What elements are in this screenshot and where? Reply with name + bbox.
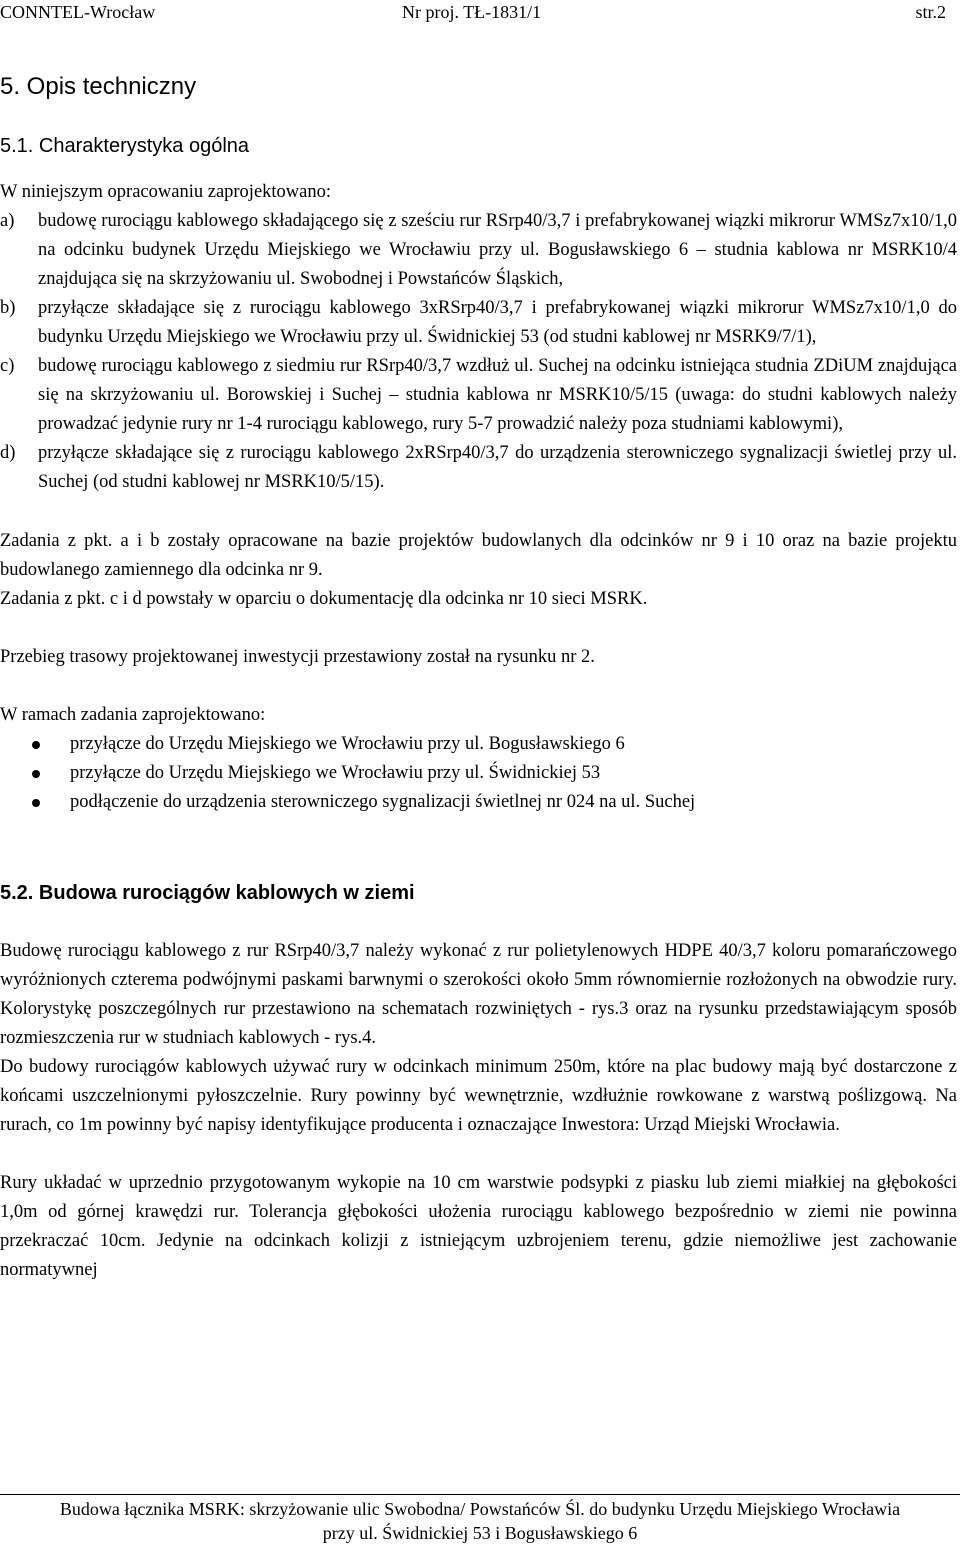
- tasks-paragraph-2: Zadania z pkt. c i d powstały w oparciu o dokumentację dla odcinka nr 10 sieci MSRK.: [0, 589, 648, 609]
- bullet-item: [0, 759, 957, 788]
- bullet-text: przyłącze do Urzędu Miejskiego we Wrocławiu przy ul. Świdnickiej 53: [70, 763, 601, 783]
- subsection-title-construction: 5.2. Budowa rurociągów kablowych w ziemi: [0, 882, 415, 904]
- list-item-text: przyłącze składające się z rurociągu kablowego 3xRSrp40/3,7 i prefabrykowanej wiązki mikrorur WMSz7x10/1,0 do budynku Urzędu Miejskiego we Wrocławiu przy ul. Świdnickiej 53 (od studni kablowej nr MSRK9/7/1),: [38, 298, 957, 347]
- route-paragraph: Przebieg trasowy projektowanej inwestycji przestawiony został na rysunku nr 2.: [0, 647, 595, 667]
- list-item: [0, 294, 957, 352]
- page-header: [0, 0, 960, 26]
- bullets-intro: W ramach zadania zaprojektowano:: [0, 705, 266, 725]
- subsection-title-general: 5.1. Charakterystyka ogólna: [0, 135, 250, 157]
- list-item: [0, 439, 957, 497]
- bullet-text: przyłącze do Urzędu Miejskiego we Wrocławiu przy ul. Bogusławskiego 6: [70, 734, 625, 754]
- construction-paragraph-1a: Budowę rurociągu kablowego z rur RSrp40/3,7 należy wykonać z rur polietylenowych HDPE 40/3,7 koloru pomarańczowego wyróżnionych czterema podwójnymi paskami barwnymi o szerokości około 5mm równomiernie rozłożonych na obwodzie rury. Kolorystykę poszczególnych rur przestawiono na schematach rozwiniętych - rys.3 oraz na rysunku przedstawiającym sposób rozmieszczenia rur w studniach kablowych - rys.4.: [0, 941, 957, 1048]
- construction-paragraph-1b: Do budowy rurociągów kablowych używać rury w odcinkach minimum 250m, które na plac budowy mają być dostarczone z końcami uszczelnionymi pyłoszczelnie. Rury powinny być wewnętrznie, wzdłużnie rowkowane z warstwą poślizgową. Na rurach, co 1m powinny być napisy identyfikujące producenta i oznaczające Inwestora: Urząd Miejski Wrocławia.: [0, 1057, 957, 1135]
- list-item-text: przyłącze składające się z rurociągu kablowego 2xRSrp40/3,7 do urządzenia sterowniczego sygnalizacji świetlej przy ul. Suchej (od studni kablowej nr MSRK10/5/15).: [38, 443, 957, 492]
- header-company: CONNTEL-Wrocław: [0, 2, 156, 22]
- design-items-list: [0, 207, 957, 497]
- tasks-paragraph-1: Zadania z pkt. a i b zostały opracowane na bazie projektów budowlanych dla odcinków nr 9 i 10 oraz na bazie projektu budowlanego zamiennego dla odcinka nr 9.: [0, 531, 957, 580]
- page-footer: [0, 1494, 960, 1545]
- footer-line-2: przy ul. Świdnickiej 53 i Bogusławskiego 6: [322, 1523, 638, 1543]
- bullet-dot-icon: [32, 799, 40, 807]
- list-item: [0, 207, 957, 294]
- list-item: [0, 352, 957, 439]
- list-item-text: budowę rurociągu kablowego składającego się z sześciu rur RSrp40/3,7 i prefabrykowanej wiązki mikrorur WMSz7x10/1,0 na odcinku budynek Urzędu Miejskiego we Wrocławiu przy ul. Bogusławskiego 6 – studnia kablowa nr MSRK10/4 znajdująca się na skrzyżowaniu ul. Swobodnej i Powstańców Śląskich,: [38, 211, 957, 289]
- bullet-item: [0, 788, 957, 817]
- list-marker: d): [0, 443, 16, 463]
- bullet-dot-icon: [32, 741, 40, 749]
- bullet-dot-icon: [32, 770, 40, 778]
- construction-paragraph-2: Rury układać w uprzednio przygotowanym wykopie na 10 cm warstwie podsypki z piasku lub ziemi miałkiej na głębokości 1,0m od górnej krawędzi rur. Tolerancja głębokości ułożenia rurociągu kablowego bezpośrednio w ziemi nie powinna przekraczać 10cm. Jedynie na odcinkach kolizji z istniejącym uzbrojeniem terenu, gdzie niemożliwe jest zachowanie normatywnej: [0, 1173, 957, 1280]
- bullet-item: [0, 730, 957, 759]
- list-marker: c): [0, 356, 15, 376]
- footer-rule: [0, 1494, 960, 1495]
- bullet-list: [0, 730, 957, 817]
- header-page-number: str.2: [915, 2, 946, 22]
- intro-paragraph: W niniejszym opracowaniu zaprojektowano:: [0, 182, 332, 202]
- page-content: [0, 72, 957, 1285]
- list-item-text: budowę rurociągu kablowego z siedmiu rur RSrp40/3,7 wzdłuż ul. Suchej na odcinku istniejąca studnia ZDiUM znajdująca się na skrzyżowaniu ul. Borowskiej i Suchej – studnia kablowa nr MSRK10/5/15 (uwaga: do studni kablowych należy prowadzać jedynie rury nr 1-4 rurociągu kablowego, rury 5-7 prowadzić należy poza studniami kablowymi),: [38, 356, 957, 434]
- footer-line-1: Budowa łącznika MSRK: skrzyżowanie ulic Swobodna/ Powstańców Śl. do budynku Urzędu Miejskiego Wrocławia: [59, 1499, 901, 1519]
- bullet-text: podłączenie do urządzenia sterowniczego sygnalizacji świetlnej nr 024 na ul. Suchej: [70, 792, 696, 812]
- list-marker: a): [0, 211, 15, 231]
- list-marker: b): [0, 298, 16, 318]
- header-project-number: Nr proj. TŁ-1831/1: [402, 2, 542, 22]
- section-title: 5. Opis techniczny: [0, 73, 197, 100]
